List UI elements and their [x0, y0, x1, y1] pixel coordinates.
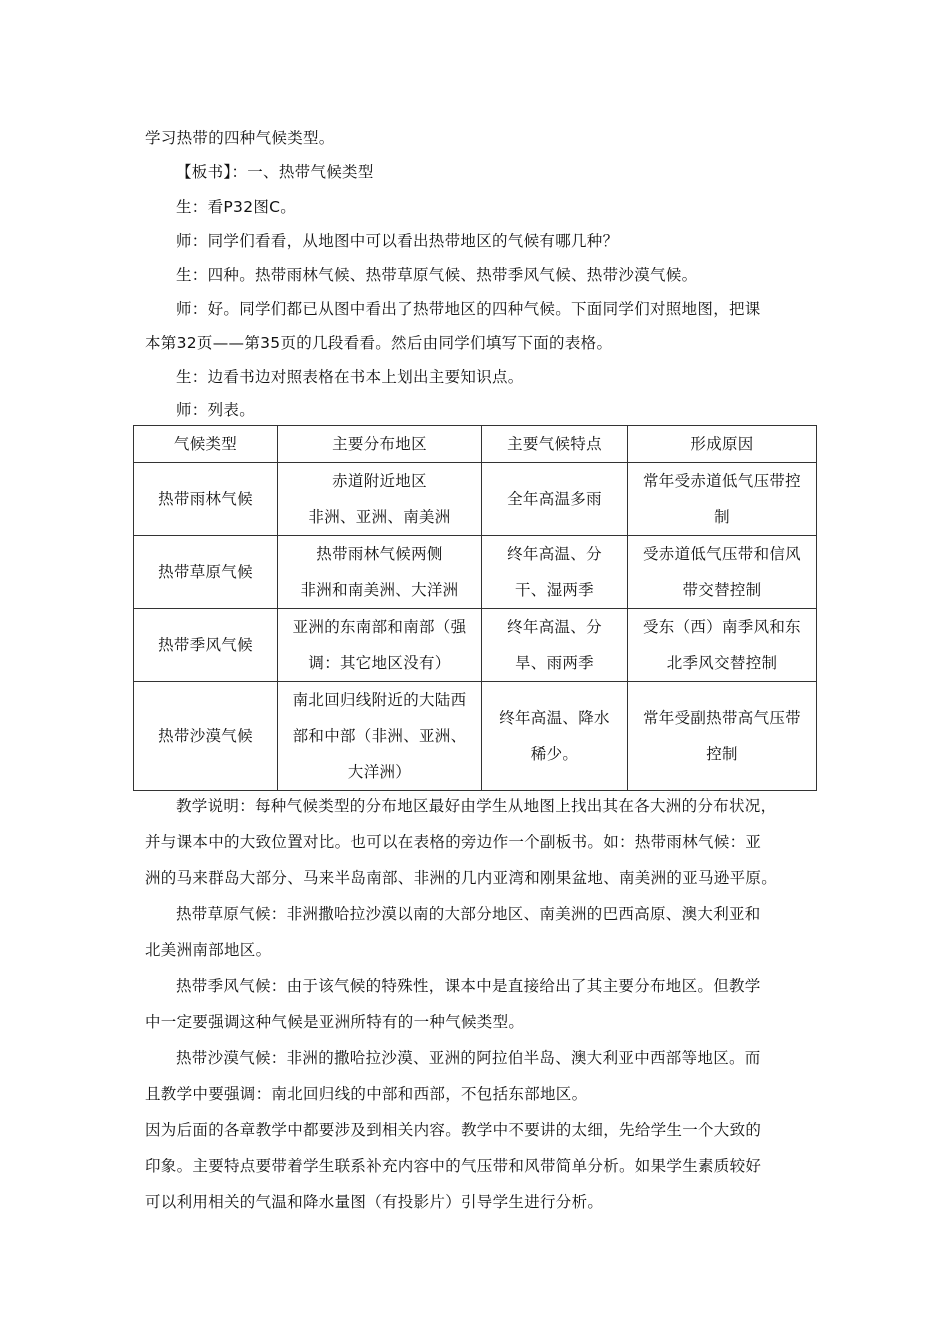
dialogue-line: 师：列表。: [176, 401, 256, 419]
table-row: [134, 463, 817, 536]
teaching-note: 洲的马来群岛大部分、马来半岛南部、非洲的几内亚湾和刚果盆地、南美洲的亚马逊平原。: [145, 869, 778, 887]
cause-cell: 常年受副热带高气压带 控制: [628, 682, 817, 791]
header-cell: 气候类型: [134, 426, 278, 463]
region-cell: 赤道附近地区 非洲、亚洲、南美洲: [278, 463, 482, 536]
region-cell: 亚洲的东南部和南部（强 调：其它地区没有）: [278, 609, 482, 682]
header-cell: 形成原因: [628, 426, 817, 463]
teaching-note: 并与课本中的大致位置对比。也可以在表格的旁边作一个副板书。如：热带雨林气候：亚: [145, 833, 762, 851]
intro-line: 学习热带的四种气候类型。: [145, 129, 335, 147]
cause-cell: 受赤道低气压带和信风 带交替控制: [628, 536, 817, 609]
teaching-note: 热带季风气候：由于该气候的特殊性，课本中是直接给出了其主要分布地区。但教学: [176, 977, 761, 995]
teaching-note: 教学说明：每种气候类型的分布地区最好由学生从地图上找出其在各大洲的分布状况，: [176, 797, 777, 815]
dialogue-line: 师：好。同学们都已从图中看出了热带地区的四种气候。下面同学们对照地图，把课: [176, 300, 761, 318]
region-cell: 热带雨林气候两侧 非洲和南美洲、大洋洲: [278, 536, 482, 609]
teaching-note: 中一定要强调这种气候是亚洲所特有的一种气候类型。: [145, 1013, 525, 1031]
climate-type-cell: 热带季风气候: [134, 609, 278, 682]
dialogue-line-continued: 本第32页——第35页的几段看看。然后由同学们填写下面的表格。: [145, 334, 613, 352]
dialogue-line: 师：同学们看看，从地图中可以看出热带地区的气候有哪几种？: [176, 232, 619, 250]
teaching-note: 热带沙漠气候：非洲的撒哈拉沙漠、亚洲的阿拉伯半岛、澳大利亚中西部等地区。而: [176, 1049, 761, 1067]
teaching-note: 印象。主要特点要带着学生联系补充内容中的气压带和风带简单分析。如果学生素质较好: [145, 1157, 762, 1175]
climate-type-cell: 热带草原气候: [134, 536, 278, 609]
feature-cell: 终年高温、分 干、湿两季: [482, 536, 628, 609]
table-row: [134, 536, 817, 609]
feature-cell: 终年高温、分 旱、雨两季: [482, 609, 628, 682]
climate-table: [133, 425, 817, 791]
feature-cell: 终年高温、降水 稀少。: [482, 682, 628, 791]
teaching-note: 热带草原气候：非洲撒哈拉沙漠以南的大部分地区、南美洲的巴西高原、澳大利亚和: [176, 905, 761, 923]
table-row: [134, 682, 817, 791]
teaching-note: 北美洲南部地区。: [145, 941, 272, 959]
board-heading: 【板书】：一、热带气候类型: [176, 163, 374, 181]
teaching-note: 且教学中要强调：南北回归线的中部和西部，不包括东部地区。: [145, 1085, 588, 1103]
dialogue-line: 生：看P32图C。: [176, 198, 297, 216]
cause-cell: 受东（西）南季风和东 北季风交替控制: [628, 609, 817, 682]
climate-type-cell: 热带雨林气候: [134, 463, 278, 536]
table-header-row: [134, 426, 817, 463]
climate-type-cell: 热带沙漠气候: [134, 682, 278, 791]
dialogue-line: 生：四种。热带雨林气候、热带草原气候、热带季风气候、热带沙漠气候。: [176, 266, 698, 284]
dialogue-line: 生：边看书边对照表格在书本上划出主要知识点。: [176, 368, 524, 386]
region-cell: 南北回归线附近的大陆西 部和中部（非洲、亚洲、 大洋洲）: [278, 682, 482, 791]
teaching-note: 可以利用相关的气温和降水量图（有投影片）引导学生进行分析。: [145, 1193, 604, 1211]
teaching-note: 因为后面的各章教学中都要涉及到相关内容。教学中不要讲的太细，先给学生一个大致的: [145, 1121, 762, 1139]
header-cell: 主要气候特点: [482, 426, 628, 463]
cause-cell: 常年受赤道低气压带控 制: [628, 463, 817, 536]
header-cell: 主要分布地区: [278, 426, 482, 463]
feature-cell: 全年高温多雨: [482, 463, 628, 536]
table-row: [134, 609, 817, 682]
